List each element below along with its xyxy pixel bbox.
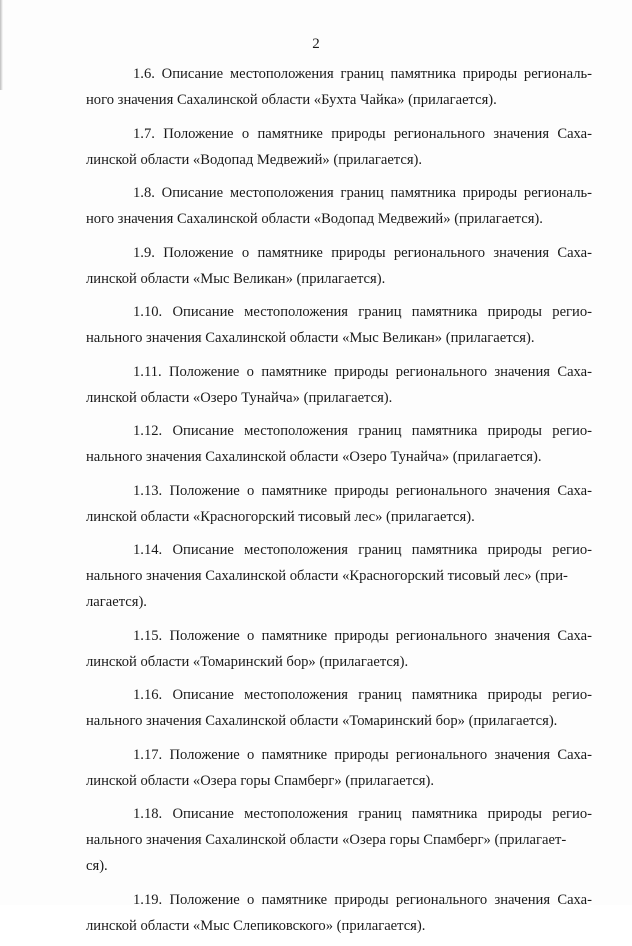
- paragraph-item: [86, 537, 592, 615]
- paragraph-item: [86, 682, 592, 734]
- paragraph-item: [86, 478, 592, 530]
- paragraph-item: [86, 623, 592, 675]
- paragraph-first-line: 1.13. Положение о памятнике природы регионального значения Саха-: [133, 482, 592, 499]
- paragraph-continuation-line: линской области «Томаринский бор» (прилагается).: [86, 653, 409, 670]
- paragraph-continuation-line: ся).: [86, 858, 108, 874]
- paragraph-first-line: 1.15. Положение о памятнике природы регионального значения Саха-: [133, 627, 592, 644]
- paragraph-continuation-line: линской области «Водопад Медвежий» (прилагается).: [86, 151, 423, 168]
- paragraph-item: [86, 742, 592, 794]
- paragraph-first-line: 1.6. Описание местоположения границ памятника природы региональ-: [133, 66, 592, 82]
- paragraph-item: [86, 240, 592, 292]
- paragraph-continuation-line: нального значения Сахалинской области «Озера горы Спамберг» (прилагает-: [86, 832, 567, 848]
- paragraph-first-line: 1.10. Описание местоположения границ памятника природы регио-: [133, 304, 592, 320]
- paragraph-first-line: 1.12. Описание местоположения границ памятника природы регио-: [133, 423, 592, 439]
- paragraph-first-line: 1.17. Положение о памятнике природы регионального значения Саха-: [133, 746, 592, 763]
- paragraph-first-line: 1.8. Описание местоположения границ памятника природы региональ-: [133, 185, 592, 201]
- paragraph-item: [86, 887, 592, 939]
- paragraph-item: [86, 801, 592, 879]
- paragraph-continuation-line: нального значения Сахалинской области «Озеро Тунайча» (прилагается).: [86, 449, 542, 465]
- paragraph-first-line: 1.19. Положение о памятнике природы регионального значения Саха-: [133, 891, 592, 908]
- paragraph-continuation-line: лагается).: [86, 594, 147, 610]
- paragraph-continuation-line: линской области «Красногорский тисовый лес» (прилагается).: [86, 508, 475, 525]
- paragraph-first-line: 1.7. Положение о памятнике природы регионального значения Саха-: [133, 125, 592, 142]
- paragraph-first-line: 1.16. Описание местоположения границ памятника природы регио-: [133, 687, 592, 703]
- document-body: [86, 61, 592, 946]
- paragraph-continuation-line: линской области «Озеро Тунайча» (прилагается).: [86, 389, 393, 406]
- paragraph-item: [86, 61, 592, 113]
- page-number: 2: [312, 36, 320, 52]
- paragraph-first-line: 1.14. Описание местоположения границ памятника природы регио-: [133, 542, 592, 558]
- paragraph-first-line: 1.9. Положение о памятнике природы регионального значения Саха-: [133, 244, 592, 261]
- paragraph-continuation-line: нального значения Сахалинской области «Томаринский бор» (прилагается).: [86, 713, 558, 729]
- paragraph-item: [86, 418, 592, 470]
- paragraph-item: [86, 359, 592, 411]
- paragraph-first-line: 1.18. Описание местоположения границ памятника природы регио-: [133, 806, 592, 822]
- paragraph-continuation-line: линской области «Озера горы Спамберг» (прилагается).: [86, 772, 435, 789]
- paragraph-continuation-line: линской области «Мыс Слепиковского» (прилагается).: [86, 917, 426, 934]
- paragraph-continuation-line: нального значения Сахалинской области «Мыс Великан» (прилагается).: [86, 330, 535, 346]
- paragraph-continuation-line: ного значения Сахалинской области «Бухта Чайка» (прилагается).: [86, 92, 497, 108]
- paragraph-item: [86, 180, 592, 232]
- paragraph-first-line: 1.11. Положение о памятнике природы регионального значения Саха-: [133, 363, 592, 380]
- paragraph-continuation-line: ного значения Сахалинской области «Водопад Медвежий» (прилагается).: [86, 211, 543, 227]
- paragraph-item: [86, 299, 592, 351]
- paragraph-continuation-line: линской области «Мыс Великан» (прилагается).: [86, 270, 386, 287]
- paragraph-continuation-line: нального значения Сахалинской области «Красногорский тисовый лес» (при-: [86, 568, 568, 584]
- paragraph-item: [86, 121, 592, 173]
